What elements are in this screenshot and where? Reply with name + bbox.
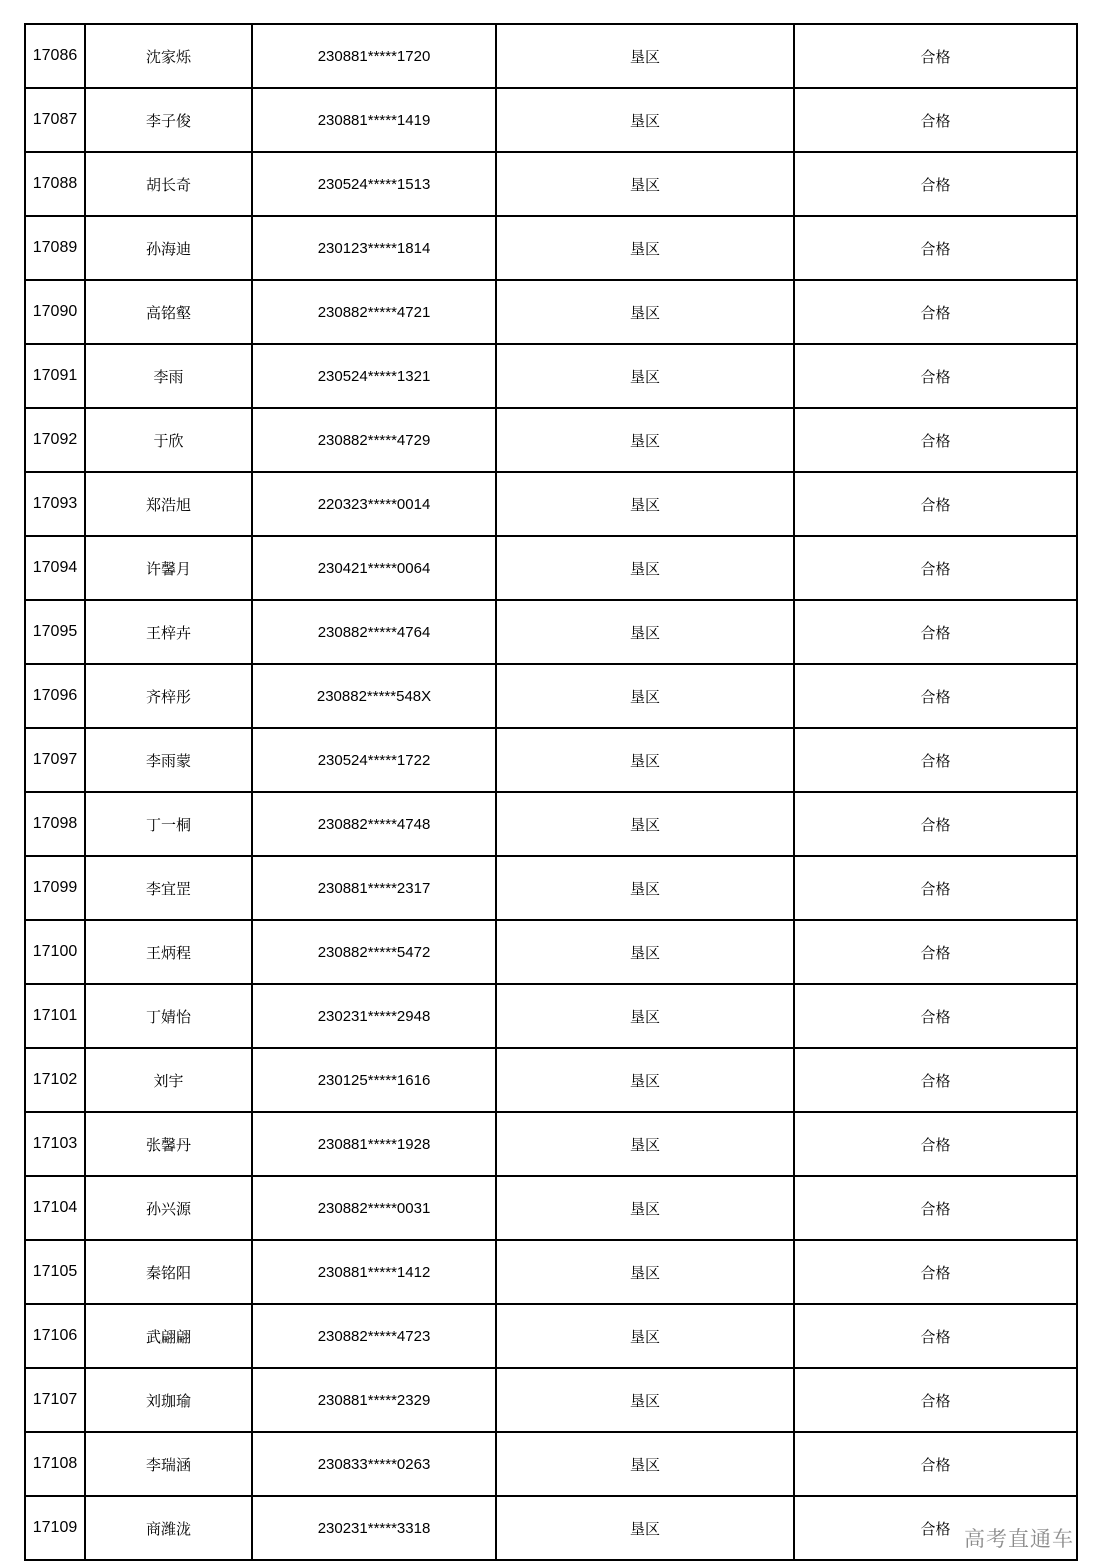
table-row <box>25 24 1077 88</box>
cell-region: 垦区 <box>496 472 794 536</box>
cell-name: 商潍泷 <box>85 1496 252 1560</box>
cell-region: 垦区 <box>496 1176 794 1240</box>
cell-region: 垦区 <box>496 984 794 1048</box>
cell-id-number: 230524*****1513 <box>252 152 496 216</box>
cell-name: 刘珈瑜 <box>85 1368 252 1432</box>
cell-seq: 17103 <box>25 1112 85 1176</box>
cell-id-number: 230833*****0263 <box>252 1432 496 1496</box>
cell-result: 合格 <box>794 1368 1077 1432</box>
cell-result: 合格 <box>794 1112 1077 1176</box>
cell-region: 垦区 <box>496 1496 794 1560</box>
table-row <box>25 984 1077 1048</box>
cell-id-number: 230882*****548X <box>252 664 496 728</box>
table-row <box>25 728 1077 792</box>
table-row <box>25 1176 1077 1240</box>
cell-region: 垦区 <box>496 536 794 600</box>
table-row <box>25 88 1077 152</box>
cell-result: 合格 <box>794 728 1077 792</box>
watermark-text: 高考直通车 <box>964 1527 1074 1551</box>
cell-name: 李宜罡 <box>85 856 252 920</box>
table-row <box>25 1496 1077 1560</box>
cell-name: 齐梓彤 <box>85 664 252 728</box>
cell-region: 垦区 <box>496 152 794 216</box>
table-row <box>25 1048 1077 1112</box>
cell-seq: 17089 <box>25 216 85 280</box>
table-row <box>25 856 1077 920</box>
cell-seq: 17092 <box>25 408 85 472</box>
cell-region: 垦区 <box>496 216 794 280</box>
table-row <box>25 472 1077 536</box>
cell-id-number: 230882*****4723 <box>252 1304 496 1368</box>
cell-name: 郑浩旭 <box>85 472 252 536</box>
cell-id-number: 230882*****4721 <box>252 280 496 344</box>
cell-id-number: 230881*****1412 <box>252 1240 496 1304</box>
cell-result: 合格 <box>794 984 1077 1048</box>
cell-region: 垦区 <box>496 1240 794 1304</box>
table-row <box>25 792 1077 856</box>
cell-id-number: 230231*****2948 <box>252 984 496 1048</box>
cell-seq: 17106 <box>25 1304 85 1368</box>
cell-name: 沈家烁 <box>85 24 252 88</box>
cell-result: 合格 <box>794 88 1077 152</box>
table-row <box>25 664 1077 728</box>
table-row <box>25 1304 1077 1368</box>
cell-result: 合格 <box>794 152 1077 216</box>
table-row <box>25 1368 1077 1432</box>
roster-body <box>25 24 1077 1560</box>
cell-name: 王梓卉 <box>85 600 252 664</box>
cell-region: 垦区 <box>496 1368 794 1432</box>
cell-region: 垦区 <box>496 408 794 472</box>
cell-id-number: 230524*****1722 <box>252 728 496 792</box>
cell-result: 合格 <box>794 1048 1077 1112</box>
cell-name: 李雨蒙 <box>85 728 252 792</box>
cell-seq: 17087 <box>25 88 85 152</box>
cell-id-number: 230123*****1814 <box>252 216 496 280</box>
cell-name: 李瑞涵 <box>85 1432 252 1496</box>
table-row <box>25 216 1077 280</box>
cell-result: 合格 <box>794 920 1077 984</box>
cell-result: 合格 <box>794 664 1077 728</box>
cell-name: 刘宇 <box>85 1048 252 1112</box>
cell-seq: 17102 <box>25 1048 85 1112</box>
cell-region: 垦区 <box>496 344 794 408</box>
cell-result: 合格 <box>794 344 1077 408</box>
cell-region: 垦区 <box>496 24 794 88</box>
cell-id-number: 230882*****4729 <box>252 408 496 472</box>
cell-id-number: 230881*****1419 <box>252 88 496 152</box>
cell-result: 合格 <box>794 24 1077 88</box>
cell-seq: 17095 <box>25 600 85 664</box>
cell-region: 垦区 <box>496 280 794 344</box>
cell-name: 武翩翩 <box>85 1304 252 1368</box>
cell-seq: 17096 <box>25 664 85 728</box>
cell-name: 王炳程 <box>85 920 252 984</box>
cell-seq: 17090 <box>25 280 85 344</box>
table-row <box>25 1240 1077 1304</box>
table-row <box>25 408 1077 472</box>
cell-result: 合格 <box>794 1304 1077 1368</box>
cell-name: 孙海迪 <box>85 216 252 280</box>
table-row <box>25 600 1077 664</box>
cell-region: 垦区 <box>496 664 794 728</box>
cell-result: 合格 <box>794 216 1077 280</box>
cell-result: 合格 <box>794 280 1077 344</box>
cell-seq: 17100 <box>25 920 85 984</box>
table-row <box>25 536 1077 600</box>
table-row <box>25 344 1077 408</box>
cell-id-number: 230881*****1720 <box>252 24 496 88</box>
cell-name: 秦铭阳 <box>85 1240 252 1304</box>
cell-seq: 17108 <box>25 1432 85 1496</box>
cell-region: 垦区 <box>496 920 794 984</box>
cell-seq: 17088 <box>25 152 85 216</box>
cell-seq: 17086 <box>25 24 85 88</box>
cell-region: 垦区 <box>496 1432 794 1496</box>
cell-id-number: 220323*****0014 <box>252 472 496 536</box>
cell-id-number: 230524*****1321 <box>252 344 496 408</box>
table-row <box>25 1432 1077 1496</box>
cell-region: 垦区 <box>496 88 794 152</box>
cell-result: 合格 <box>794 408 1077 472</box>
cell-region: 垦区 <box>496 1304 794 1368</box>
cell-region: 垦区 <box>496 1048 794 1112</box>
cell-name: 张馨丹 <box>85 1112 252 1176</box>
cell-name: 丁一桐 <box>85 792 252 856</box>
cell-name: 孙兴源 <box>85 1176 252 1240</box>
cell-seq: 17098 <box>25 792 85 856</box>
cell-name: 于欣 <box>85 408 252 472</box>
roster-table <box>24 23 1078 1561</box>
cell-result: 合格 <box>794 856 1077 920</box>
cell-result: 合格 <box>794 1496 1077 1560</box>
cell-id-number: 230882*****0031 <box>252 1176 496 1240</box>
cell-region: 垦区 <box>496 792 794 856</box>
cell-seq: 17104 <box>25 1176 85 1240</box>
cell-result: 合格 <box>794 600 1077 664</box>
cell-name: 李雨 <box>85 344 252 408</box>
cell-seq: 17093 <box>25 472 85 536</box>
cell-result: 合格 <box>794 472 1077 536</box>
cell-result: 合格 <box>794 792 1077 856</box>
cell-seq: 17105 <box>25 1240 85 1304</box>
cell-id-number: 230882*****4764 <box>252 600 496 664</box>
cell-result: 合格 <box>794 1176 1077 1240</box>
cell-seq: 17097 <box>25 728 85 792</box>
cell-name: 胡长奇 <box>85 152 252 216</box>
cell-seq: 17109 <box>25 1496 85 1560</box>
cell-name: 李子俊 <box>85 88 252 152</box>
cell-seq: 17094 <box>25 536 85 600</box>
cell-id-number: 230882*****4748 <box>252 792 496 856</box>
cell-id-number: 230881*****2329 <box>252 1368 496 1432</box>
table-row <box>25 152 1077 216</box>
cell-result: 合格 <box>794 1432 1077 1496</box>
cell-name: 丁婧怡 <box>85 984 252 1048</box>
cell-region: 垦区 <box>496 856 794 920</box>
table-row <box>25 280 1077 344</box>
cell-id-number: 230421*****0064 <box>252 536 496 600</box>
cell-seq: 17099 <box>25 856 85 920</box>
cell-region: 垦区 <box>496 1112 794 1176</box>
cell-id-number: 230881*****1928 <box>252 1112 496 1176</box>
table-row <box>25 1112 1077 1176</box>
cell-name: 许馨月 <box>85 536 252 600</box>
cell-id-number: 230231*****3318 <box>252 1496 496 1560</box>
cell-id-number: 230882*****5472 <box>252 920 496 984</box>
cell-id-number: 230125*****1616 <box>252 1048 496 1112</box>
cell-seq: 17107 <box>25 1368 85 1432</box>
cell-result: 合格 <box>794 1240 1077 1304</box>
cell-seq: 17091 <box>25 344 85 408</box>
cell-name: 高铭壑 <box>85 280 252 344</box>
cell-id-number: 230881*****2317 <box>252 856 496 920</box>
cell-region: 垦区 <box>496 600 794 664</box>
cell-result: 合格 <box>794 536 1077 600</box>
cell-region: 垦区 <box>496 728 794 792</box>
table-row <box>25 920 1077 984</box>
cell-seq: 17101 <box>25 984 85 1048</box>
